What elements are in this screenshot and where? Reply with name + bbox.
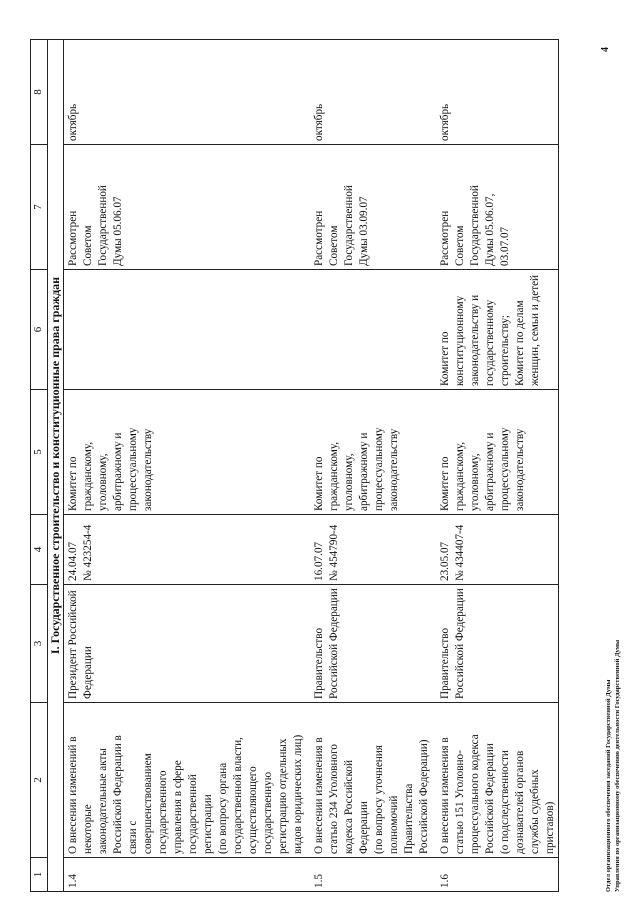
registration: 23.05.07 № 434407-4 bbox=[439, 524, 466, 581]
co-committee: Комитет по конституционному законодательству и государственному строительству; Комитет по делам женщин, семьи и детей bbox=[439, 274, 541, 386]
planned-month: октябрь bbox=[67, 103, 79, 141]
col-number: 6 bbox=[31, 270, 48, 390]
legislation-table bbox=[30, 39, 559, 892]
section-header bbox=[48, 40, 64, 892]
council-status: Рассмотрен Советом Государственной Думы 03.09.07 bbox=[313, 185, 370, 266]
responsible-committee: Комитет по гражданскому, уголовному, арбитражному и процессуальному законодательству bbox=[313, 427, 400, 511]
footer-line: Управления по организационному обеспечению деятельности Государственной Думы bbox=[614, 639, 621, 892]
page-number: 4 bbox=[600, 47, 611, 52]
initiator: Правительство Российской Федерации bbox=[313, 588, 340, 699]
row-number: 1.4 bbox=[67, 874, 79, 888]
initiator: Правительство Российской Федерации bbox=[439, 588, 466, 699]
col-number: 3 bbox=[31, 585, 48, 703]
col-number: 2 bbox=[31, 703, 48, 858]
table-row bbox=[306, 40, 432, 892]
row-number: 1.6 bbox=[439, 874, 451, 888]
council-status: Рассмотрен Советом Государственной Думы 05.06.07, 03.07.07 bbox=[439, 185, 511, 266]
col-number: 1 bbox=[31, 858, 48, 892]
bill-title: О внесении изменений в некоторые законодательные акты Российской Федерации в связи с совершенствованием государственного управления в сфере государственной регистрации (по вопросу органа государственной власти, осуществляющего государственную регистрацию отдельных видов юридических лиц) bbox=[67, 734, 304, 854]
col-number: 4 bbox=[31, 515, 48, 585]
initiator: Президент Российской Федерации bbox=[67, 590, 94, 699]
registration: 16.07.07 № 454790-4 bbox=[313, 524, 340, 581]
council-status: Рассмотрен Советом Государственной Думы 05.06.07 bbox=[67, 185, 124, 266]
row-number: 1.5 bbox=[313, 874, 325, 888]
bill-title: О внесении изменения в статью 234 Уголовного кодекса Российской Федерации (по вопросу уточнения полномочий Правительства Российской Федерации) bbox=[313, 737, 430, 854]
bill-title: О внесении изменения в статью 151 Уголовно- процессуального кодекса Российской Федерации (о подследственности дознавателей органов службы судебных приставов) bbox=[439, 734, 556, 854]
document-footer bbox=[604, 640, 622, 892]
footer-line: Отдел организационного обеспечения заседаний Государственной Думы bbox=[605, 679, 612, 892]
col-number: 5 bbox=[31, 390, 48, 515]
responsible-committee: Комитет по гражданскому, уголовному, арбитражному и процессуальному законодательству bbox=[439, 427, 526, 511]
responsible-committee: Комитет по гражданскому, уголовному, арбитражному и процессуальному законодательству bbox=[67, 427, 154, 511]
column-number-header bbox=[31, 40, 48, 892]
registration: 24.04.07 № 423254-4 bbox=[67, 524, 94, 581]
section-title: I. Государственное строительство и конституционные права граждан bbox=[48, 40, 64, 892]
planned-month: октябрь bbox=[313, 103, 325, 141]
planned-month: октябрь bbox=[439, 103, 451, 141]
col-number: 8 bbox=[31, 40, 48, 145]
table-row bbox=[64, 40, 307, 892]
table-row bbox=[432, 40, 559, 892]
col-number: 7 bbox=[31, 145, 48, 270]
